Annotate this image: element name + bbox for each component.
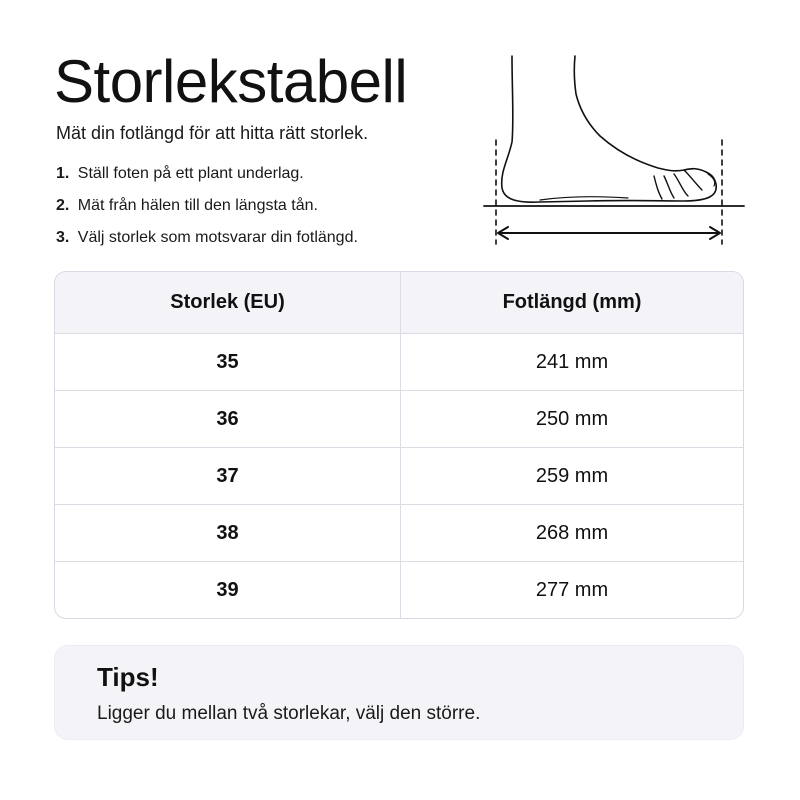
length-cell: 250 mm <box>535 407 609 430</box>
foot-measurement-icon <box>478 50 748 250</box>
table-row <box>55 334 743 391</box>
table-row <box>55 448 743 505</box>
step-text: Mät från hälen till den längsta tån. <box>77 197 318 214</box>
size-cell: 37 <box>55 448 401 504</box>
length-cell: 268 mm <box>535 521 609 544</box>
step-number: 3. <box>56 229 70 246</box>
page-title: Storlekstabell <box>54 48 408 115</box>
step-text: Välj storlek som motsvarar din fotlängd. <box>77 229 358 246</box>
tips-title: Tips! <box>97 662 159 692</box>
size-table <box>54 271 744 619</box>
step-number: 1. <box>56 165 70 182</box>
tips-box <box>54 645 744 740</box>
step-text: Ställ foten på ett plant underlag. <box>77 165 304 182</box>
table-row <box>55 505 743 562</box>
length-column-header: Fotlängd (mm) <box>502 291 642 313</box>
table-header <box>55 272 743 334</box>
size-cell: 39 <box>55 562 401 619</box>
step-item <box>56 164 358 196</box>
measurement-steps <box>56 164 358 260</box>
size-column-header: Storlek (EU) <box>55 272 401 333</box>
length-cell: 259 mm <box>535 464 609 487</box>
step-number: 2. <box>56 197 70 214</box>
page-subtitle: Mät din fotlängd för att hitta rätt storlek. <box>56 123 369 143</box>
length-cell: 277 mm <box>535 579 609 601</box>
length-cell: 241 mm <box>535 350 609 373</box>
table-row <box>55 391 743 448</box>
step-item <box>56 228 358 260</box>
size-cell: 35 <box>55 334 401 390</box>
tips-text: Ligger du mellan två storlekar, välj den större. <box>97 703 481 724</box>
step-item <box>56 196 358 228</box>
size-cell: 36 <box>55 391 401 447</box>
table-row <box>55 562 743 619</box>
size-cell: 38 <box>55 505 401 561</box>
